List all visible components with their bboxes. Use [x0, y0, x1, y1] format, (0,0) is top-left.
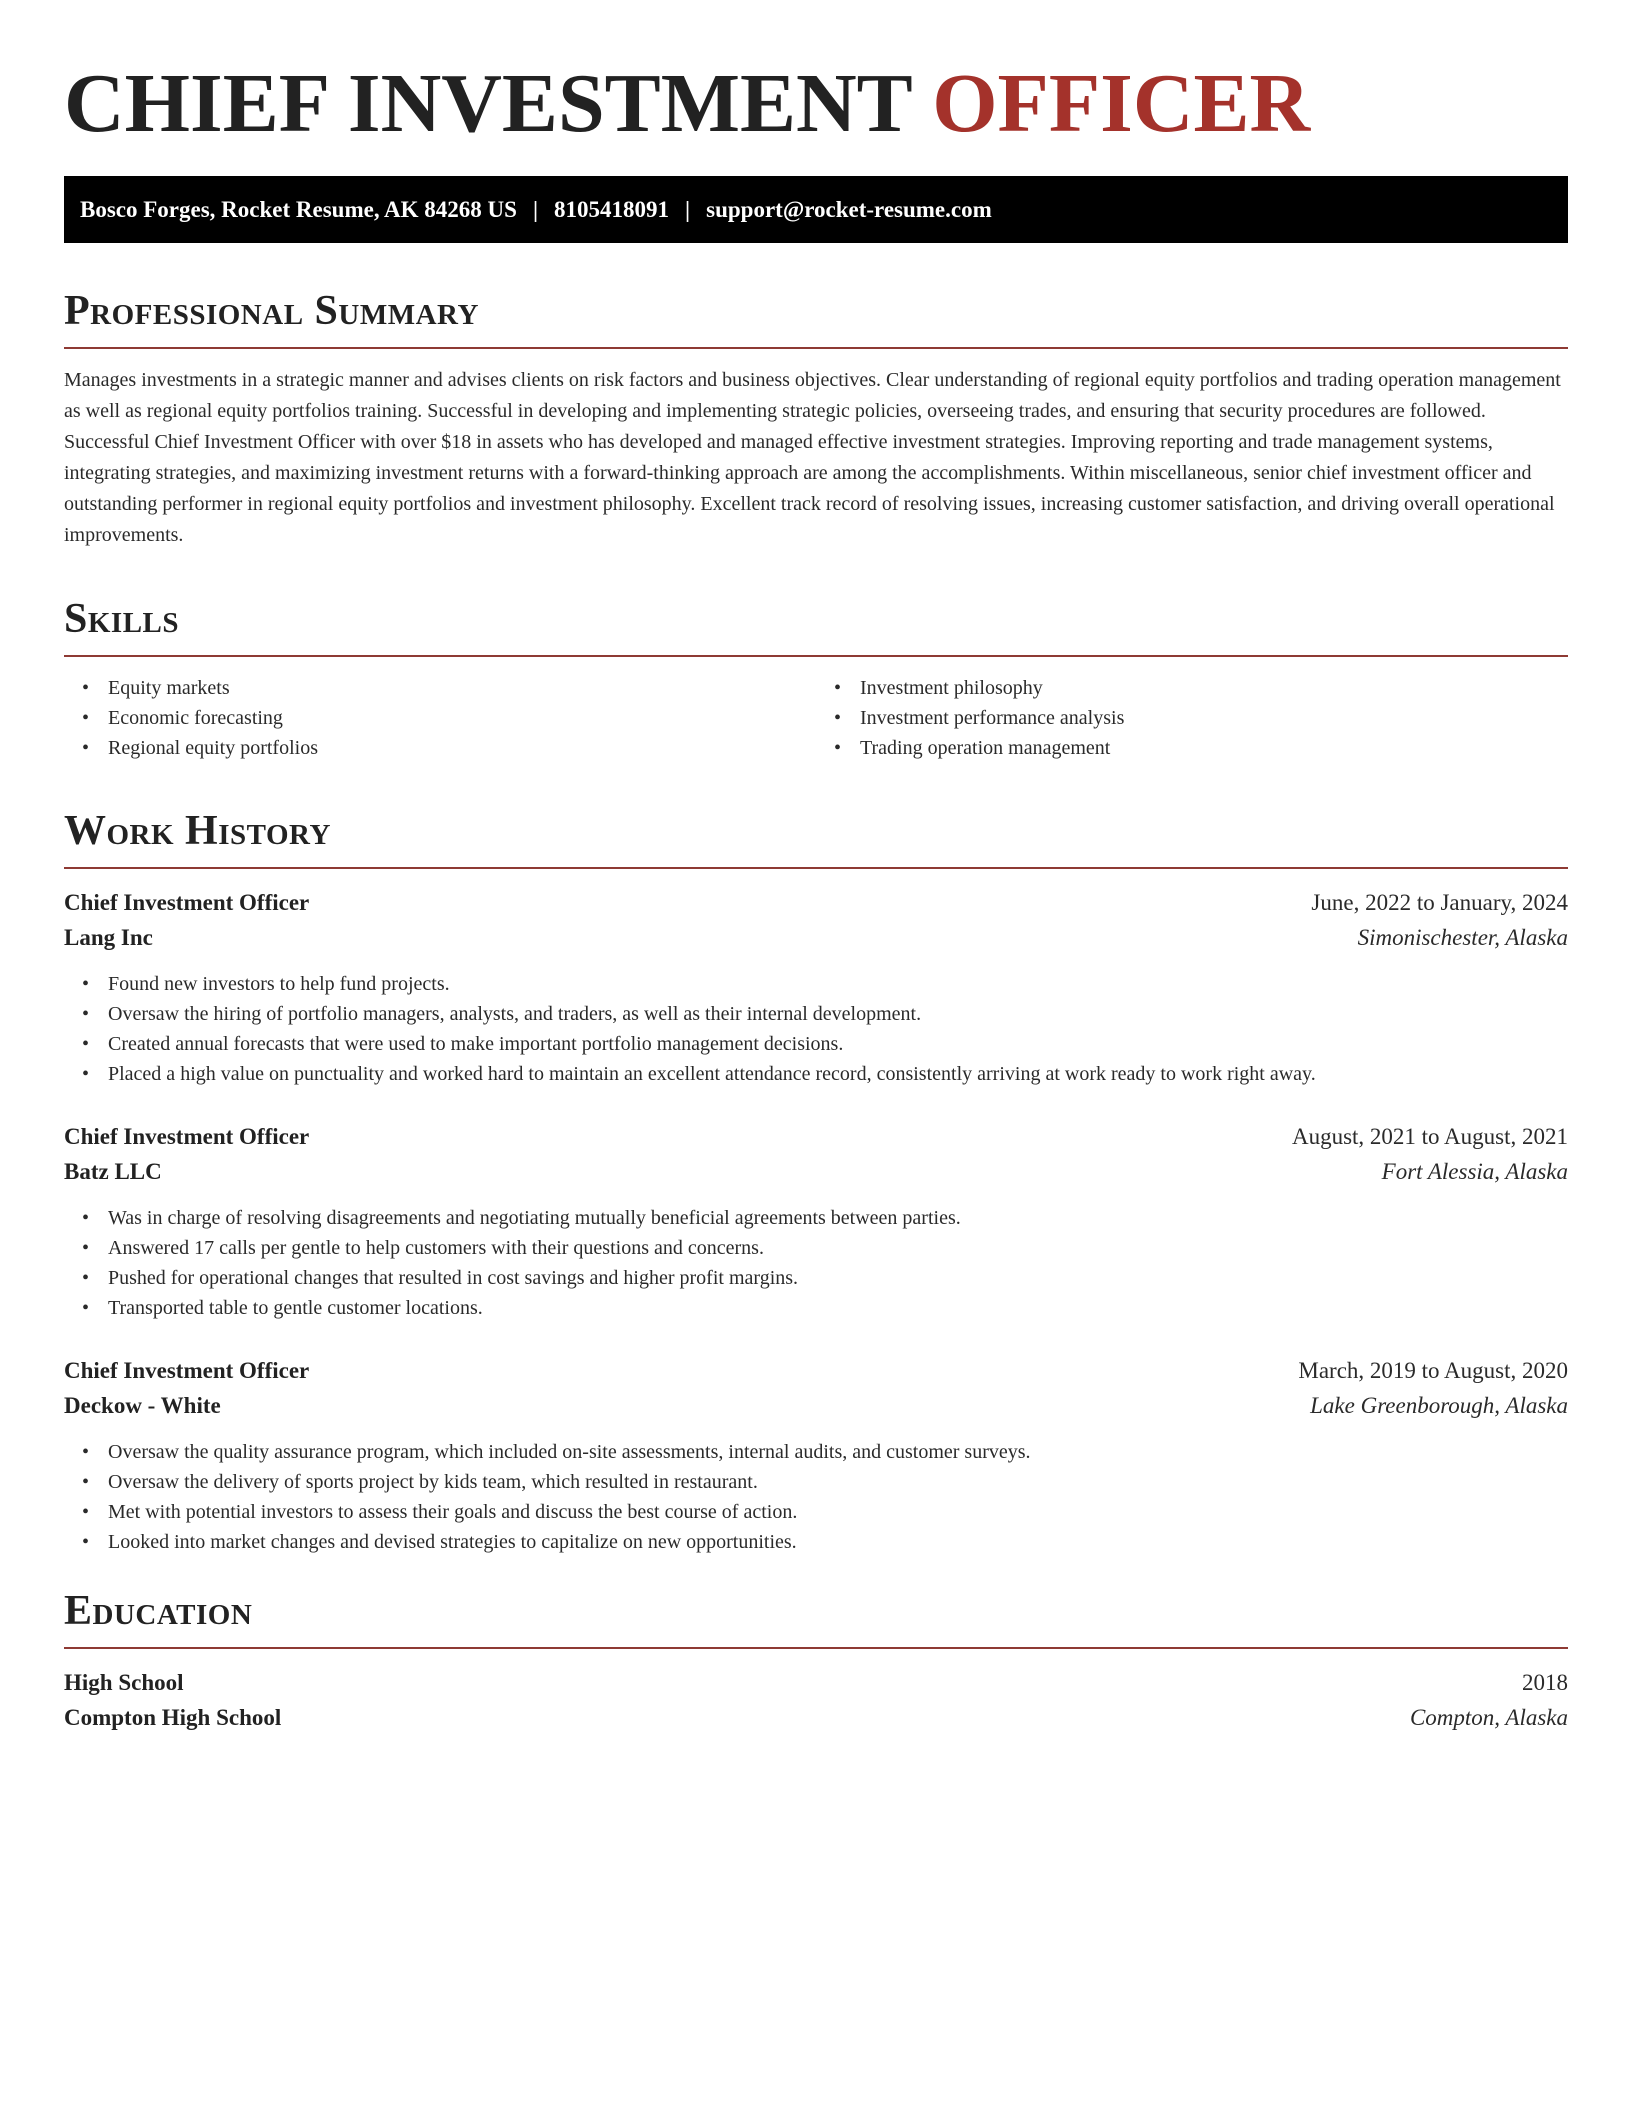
education-school: Compton High School	[64, 1705, 282, 1730]
contact-separator: |	[685, 196, 691, 222]
job-title: Chief Investment Officer	[64, 1124, 310, 1149]
job-bullet: • Oversaw the delivery of sports project by kids team, which resulted in restaurant.	[108, 1467, 1568, 1497]
skill-item: • Economic forecasting	[108, 703, 816, 733]
contact-email: support@rocket-resume.com	[706, 196, 992, 222]
education-header-row	[64, 1665, 1568, 1700]
job-entry	[64, 885, 1568, 1089]
contact-phone: 8105418091	[554, 196, 670, 222]
education-year: 2018	[1522, 1670, 1568, 1695]
job-header-row	[64, 1353, 1568, 1388]
section-divider	[64, 867, 1568, 869]
job-title: Chief Investment Officer	[64, 1358, 310, 1383]
skills-column-right	[816, 673, 1568, 763]
education-section	[64, 1587, 1568, 1735]
job-location: Lake Greenborough, Alaska	[1310, 1393, 1568, 1418]
job-location: Fort Alessia, Alaska	[1381, 1159, 1568, 1184]
section-divider	[64, 347, 1568, 349]
job-bullet-list	[64, 969, 1568, 1089]
job-company: Deckow - White	[64, 1393, 221, 1418]
job-company: Batz LLC	[64, 1159, 162, 1184]
summary-section	[64, 287, 1568, 551]
skills-column-left	[64, 673, 816, 763]
job-header-row	[64, 1119, 1568, 1154]
job-location: Simonischester, Alaska	[1357, 925, 1568, 950]
work-history-section	[64, 807, 1568, 1557]
job-bullet-list	[64, 1437, 1568, 1557]
resume-title	[64, 56, 1568, 152]
job-dates: June, 2022 to January, 2024	[1311, 890, 1568, 915]
skill-item: • Equity markets	[108, 673, 816, 703]
title-primary: CHIEF INVESTMENT	[64, 57, 912, 150]
education-degree: High School	[64, 1670, 184, 1695]
job-dates: August, 2021 to August, 2021	[1291, 1124, 1568, 1149]
job-bullet: • Placed a high value on punctuality and worked hard to maintain an excellent attendance record, consistently arriving at work ready to work right away.	[108, 1059, 1568, 1089]
job-bullet: • Answered 17 calls per gentle to help customers with their questions and concerns.	[108, 1233, 1568, 1263]
job-bullet: • Oversaw the hiring of portfolio managers, analysts, and traders, as well as their internal development.	[108, 999, 1568, 1029]
section-heading: Work History	[64, 808, 331, 854]
job-bullet: • Oversaw the quality assurance program, which included on-site assessments, internal audits, and customer surveys.	[108, 1437, 1568, 1467]
job-company-row	[64, 1388, 1568, 1423]
job-header-row	[64, 885, 1568, 920]
job-bullet: • Was in charge of resolving disagreements and negotiating mutually beneficial agreements between parties.	[108, 1203, 1568, 1233]
job-company: Lang Inc	[64, 925, 153, 950]
job-company-row	[64, 920, 1568, 955]
skills-grid	[64, 673, 1568, 763]
section-divider	[64, 655, 1568, 657]
summary-text: Manages investments in a strategic manner and advises clients on risk factors and business objectives. Clear understanding of regional equity portfolios and trading operation management as well as regional equity portfolios training. Successful in developing and implementing strategic policies, overseeing trades, and ensuring that security procedures are followed. Successful Chief Investment Officer with over $18 in assets who has developed and managed effective investment strategies. Improving reporting and trade management systems, integrating strategies, and maximizing investment returns with a forward-thinking approach are among the accomplishments. Within miscellaneous, senior chief investment officer and outstanding performer in regional equity portfolios and investment philosophy. Excellent track record of resolving issues, increasing customer satisfaction, and driving overall operational improvements.	[64, 369, 1561, 546]
job-bullet: • Transported table to gentle customer locations.	[108, 1293, 1568, 1323]
job-bullet: • Met with potential investors to assess their goals and discuss the best course of action.	[108, 1497, 1568, 1527]
education-school-row	[64, 1700, 1568, 1735]
job-entry	[64, 1353, 1568, 1557]
job-company-row	[64, 1154, 1568, 1189]
contact-address: Bosco Forges, Rocket Resume, AK 84268 US	[80, 196, 517, 222]
contact-bar	[64, 176, 1568, 243]
education-location: Compton, Alaska	[1409, 1705, 1568, 1730]
section-heading: Skills	[64, 596, 180, 642]
section-heading: Professional Summary	[64, 288, 479, 334]
skill-item: • Trading operation management	[860, 733, 1568, 763]
title-accent: OFFICER	[932, 57, 1311, 150]
skill-item: • Investment performance analysis	[860, 703, 1568, 733]
skills-section	[64, 595, 1568, 763]
job-bullet: • Looked into market changes and devised strategies to capitalize on new opportunities.	[108, 1527, 1568, 1557]
skill-item: • Investment philosophy	[860, 673, 1568, 703]
job-bullet: • Found new investors to help fund projects.	[108, 969, 1568, 999]
job-dates: March, 2019 to August, 2020	[1298, 1358, 1568, 1383]
job-entry	[64, 1119, 1568, 1323]
skill-item: • Regional equity portfolios	[108, 733, 816, 763]
job-bullet: • Created annual forecasts that were used to make important portfolio management decisions.	[108, 1029, 1568, 1059]
section-heading: Education	[64, 1588, 253, 1634]
section-divider	[64, 1647, 1568, 1649]
contact-separator: |	[532, 196, 539, 222]
job-bullet-list	[64, 1203, 1568, 1323]
job-title: Chief Investment Officer	[64, 890, 310, 915]
job-bullet: • Pushed for operational changes that resulted in cost savings and higher profit margins.	[108, 1263, 1568, 1293]
